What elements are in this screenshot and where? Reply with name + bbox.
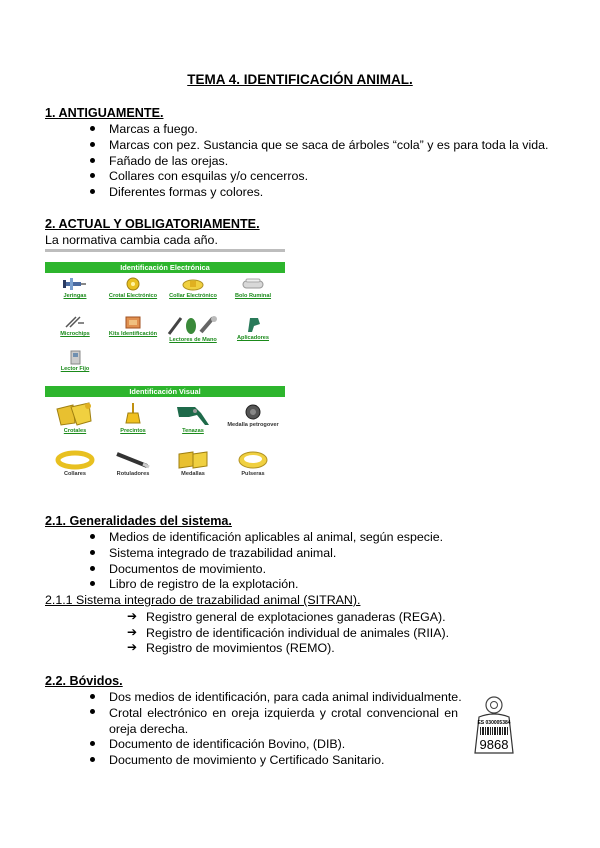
list-item: Documentos de movimiento. xyxy=(109,562,266,576)
catalog-item-aplicadores[interactable]: Aplicadores xyxy=(223,314,283,341)
yellow-collar-icon xyxy=(55,448,95,470)
normativa-text: La normativa cambia cada año. xyxy=(45,233,218,247)
bolus-icon xyxy=(240,276,266,292)
kit-icon xyxy=(120,314,146,330)
catalog-item-jeringas[interactable]: Jeringas xyxy=(45,276,105,299)
list-item: Fañado de las orejas. xyxy=(109,154,228,168)
list-item: Sistema integrado de trazabilidad animal. xyxy=(109,546,336,560)
catalog-item-lector-fijo[interactable]: Lector Fijo xyxy=(45,349,105,372)
heading-bovidos: 2.2. Bóvidos. xyxy=(45,674,123,688)
list-item: Diferentes formas y colores. xyxy=(109,185,263,199)
arrow-item: ➔ Registro de identificación individual de animales (RIIA). xyxy=(127,625,450,640)
page-title: TEMA 4. IDENTIFICACIÓN ANIMAL. xyxy=(187,72,413,87)
list-item: Marcas a fuego. xyxy=(109,122,198,136)
pliers-icon xyxy=(175,401,211,427)
catalog-item-kits[interactable]: Kits Identificación xyxy=(103,314,163,337)
catalog-item-medalla-petrogover[interactable]: Medalla petrogover xyxy=(223,401,283,428)
fixed-reader-icon xyxy=(62,349,88,365)
microchip-icon xyxy=(62,314,88,330)
medal-icon xyxy=(240,401,266,421)
syringe-icon xyxy=(62,276,88,292)
catalog-item-tenazas[interactable]: Tenazas xyxy=(163,401,223,434)
list-item: Documento de identificación Bovino, (DIB). xyxy=(109,737,345,751)
heading-actual: 2. ACTUAL Y OBLIGATORIAMENTE. xyxy=(45,217,260,231)
list-item: Libro de registro de la explotación. xyxy=(109,577,298,591)
visual-header: Identificación Visual xyxy=(45,386,285,397)
catalog-item-lectores-mano[interactable]: Lectores de Mano xyxy=(163,314,223,343)
catalog-item-rotuladores[interactable]: Rotuladores xyxy=(103,448,163,477)
electronic-header: Identificación Electrónica xyxy=(45,262,285,273)
arrow-icon: ➔ xyxy=(127,625,138,639)
list-item: Medios de identificación aplicables al animal, según especie. xyxy=(109,530,443,544)
divider xyxy=(45,249,285,252)
applicator-icon xyxy=(240,314,266,334)
identification-catalog xyxy=(45,262,285,488)
tag-number: 9868 xyxy=(479,737,509,752)
list-item: Dos medios de identificación, para cada animal individualmente. xyxy=(109,690,462,704)
list-item: Documento de movimiento y Certificado Sanitario. xyxy=(109,753,384,767)
arrow-item: ➔ Registro de movimientos (REMO). xyxy=(127,640,335,655)
seal-tag-icon xyxy=(120,401,146,427)
catalog-item-crotales[interactable]: Crotales xyxy=(45,401,105,434)
list-item: Collares con esquilas y/o cencerros. xyxy=(109,169,308,183)
catalog-item-crotal-electronico[interactable]: Crotal Electrónico xyxy=(103,276,163,299)
subheading-sitran: 2.1.1 Sistema integrado de trazabilidad animal (SITRAN). xyxy=(45,593,361,607)
list-item: Marcas con pez. Sustancia que se saca de árboles “cola” y es para toda la vida. xyxy=(109,138,548,152)
catalog-item-collares[interactable]: Collares xyxy=(45,448,105,477)
list-item: Crotal electrónico en oreja izquierda y crotal convencional en oreja derecha. xyxy=(109,705,458,737)
ear-tag-icon xyxy=(120,276,146,292)
catalog-item-pulseras[interactable]: Pulseras xyxy=(223,448,283,477)
arrow-icon: ➔ xyxy=(127,640,138,654)
tag-code: ES 030005384 xyxy=(477,720,511,726)
catalog-item-medallas[interactable]: Medallas xyxy=(163,448,223,477)
numbered-tags-icon xyxy=(175,448,211,470)
arrow-item: ➔ Registro general de explotaciones ganaderas (REGA). xyxy=(127,609,446,624)
catalog-item-bolo-ruminal[interactable]: Bolo Ruminal xyxy=(223,276,283,299)
heading-antiguamente: 1. ANTIGUAMENTE. xyxy=(45,106,164,120)
ear-tag-image xyxy=(471,693,517,755)
hand-reader-icon xyxy=(165,314,221,336)
catalog-item-precintos[interactable]: Precintos xyxy=(103,401,163,434)
collar-icon xyxy=(180,276,206,292)
catalog-item-microchips[interactable]: Microchips xyxy=(45,314,105,337)
marker-icon xyxy=(113,448,153,470)
arrow-icon: ➔ xyxy=(127,609,138,623)
yellow-tags-icon xyxy=(55,401,95,427)
bracelet-icon xyxy=(235,448,271,470)
catalog-item-collar-electronico[interactable]: Collar Electrónico xyxy=(163,276,223,299)
ear-tag-icon xyxy=(471,693,517,755)
heading-generalidades: 2.1. Generalidades del sistema. xyxy=(45,514,232,528)
